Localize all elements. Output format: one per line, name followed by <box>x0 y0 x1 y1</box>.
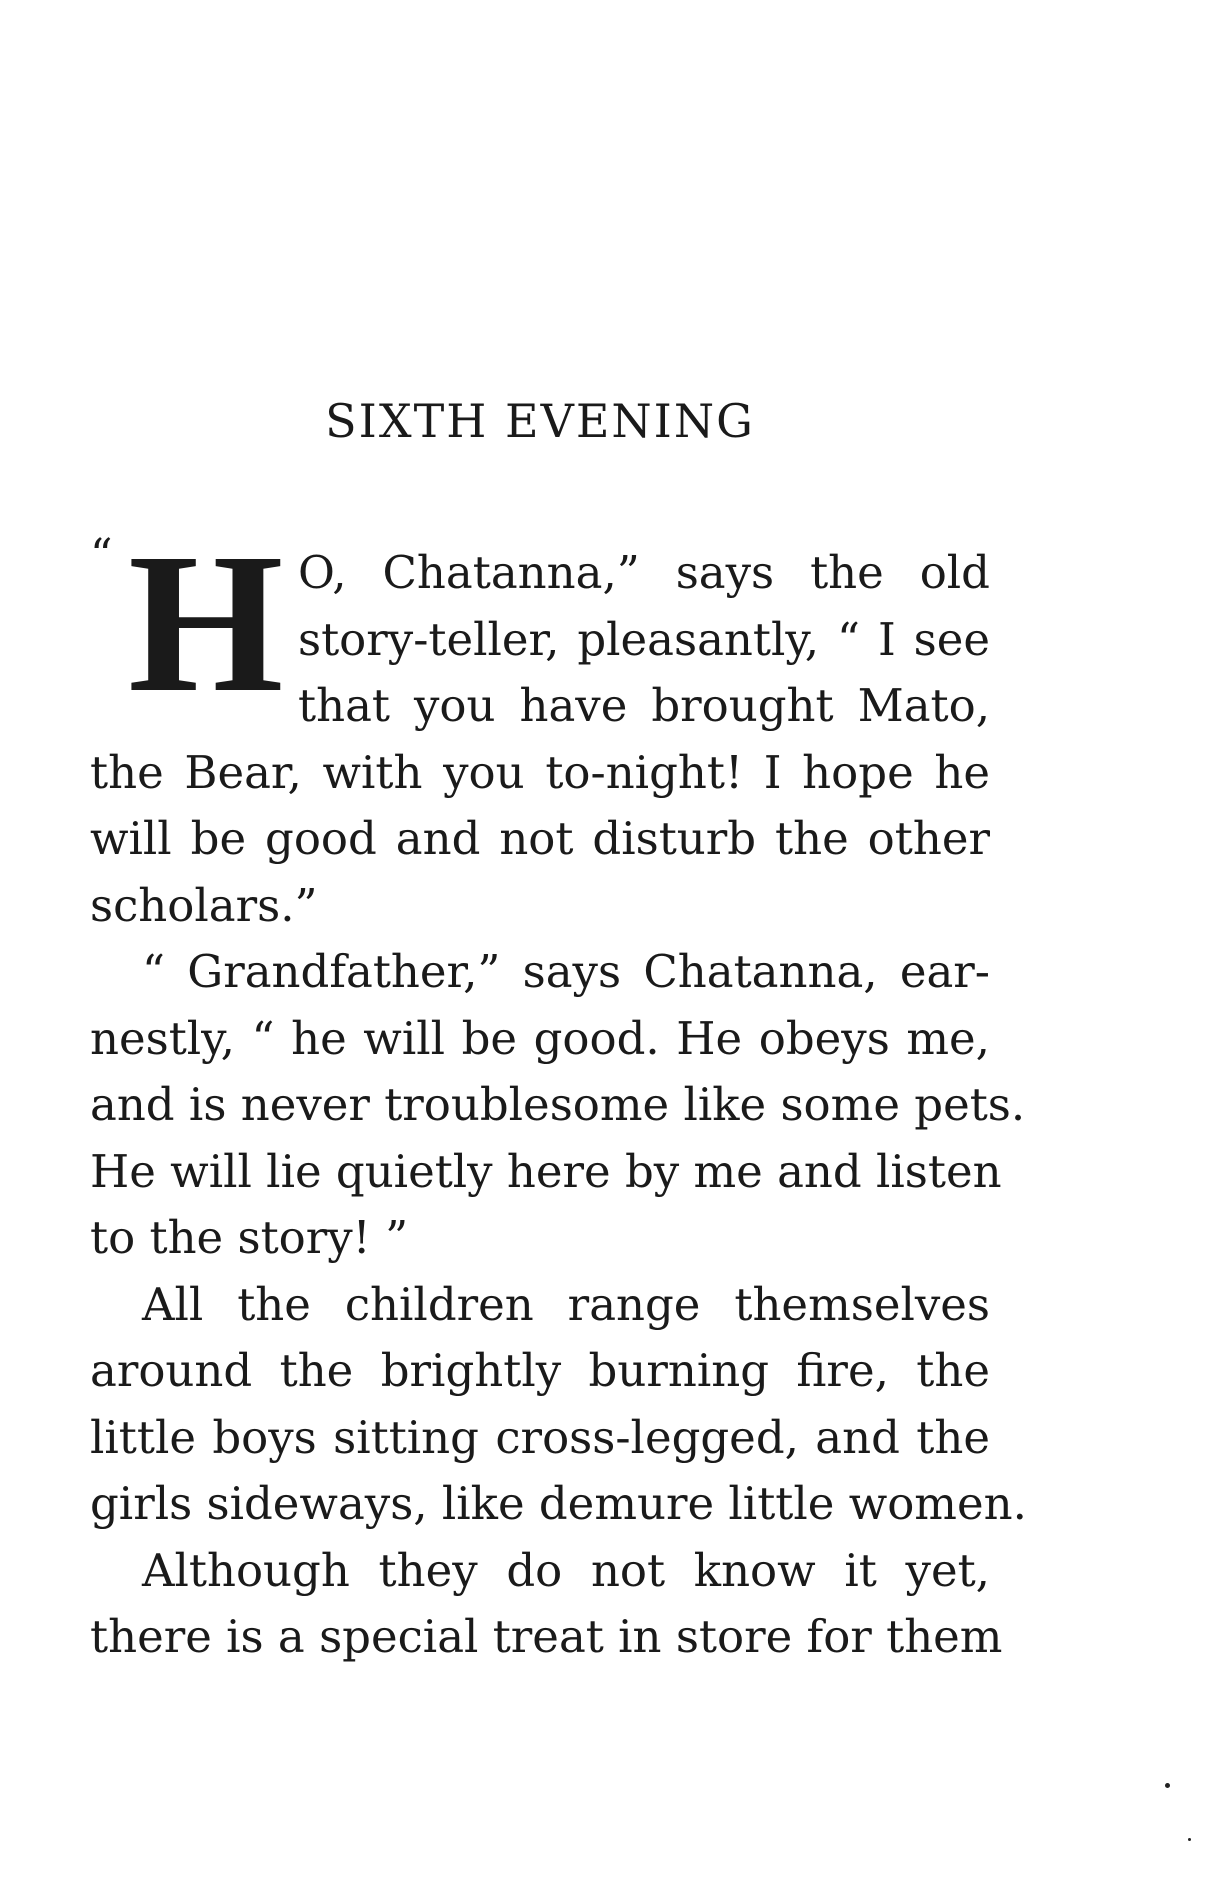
body-text <box>90 513 1027 1671</box>
chapter-heading: SIXTH EVENING <box>325 394 755 448</box>
text-line: scholars.” <box>90 878 318 932</box>
text-line: nestly, “ he will be good. He obeys me, <box>90 1011 990 1065</box>
paragraph-children <box>90 1272 1027 1538</box>
text-line: O, Chatanna,” says the old <box>298 546 990 599</box>
scan-speck <box>1188 1838 1191 1841</box>
opening-quote-mark: “ <box>90 530 113 581</box>
paragraph-although <box>90 1538 1003 1671</box>
opening-paragraph <box>90 513 990 939</box>
text-line: the Bear, with you to-night! I hope he <box>90 745 990 799</box>
text-line: and is never troublesome like some pets. <box>90 1078 1026 1131</box>
text-line: girls sideways, like demure little women. <box>90 1477 1027 1530</box>
text-line: will be good and not disturb the other <box>90 812 990 865</box>
text-line: Although they do not know it yet, <box>142 1543 990 1597</box>
text-line: little boys sitting cross-legged, and the <box>90 1410 990 1464</box>
text-line: story-teller, pleasantly, “ I see <box>298 612 990 666</box>
text-line: that you have brought Mato, <box>298 679 990 732</box>
dropcap-block <box>90 513 284 740</box>
dropcap-letter: H <box>128 513 284 734</box>
paragraph-grandfather <box>90 939 1026 1272</box>
text-line: to the story! ” <box>90 1211 409 1264</box>
text-line: “ Grandfather,” says Chatanna, ear- <box>142 945 990 998</box>
text-line: there is a special treat in store for them <box>90 1610 1003 1663</box>
text-line: around the brightly burning fire, the <box>90 1344 990 1397</box>
text-line: All the children range themselves <box>142 1277 990 1331</box>
text-line: He will lie quietly here by me and listen <box>90 1144 1002 1198</box>
scan-speck <box>1165 1783 1170 1788</box>
